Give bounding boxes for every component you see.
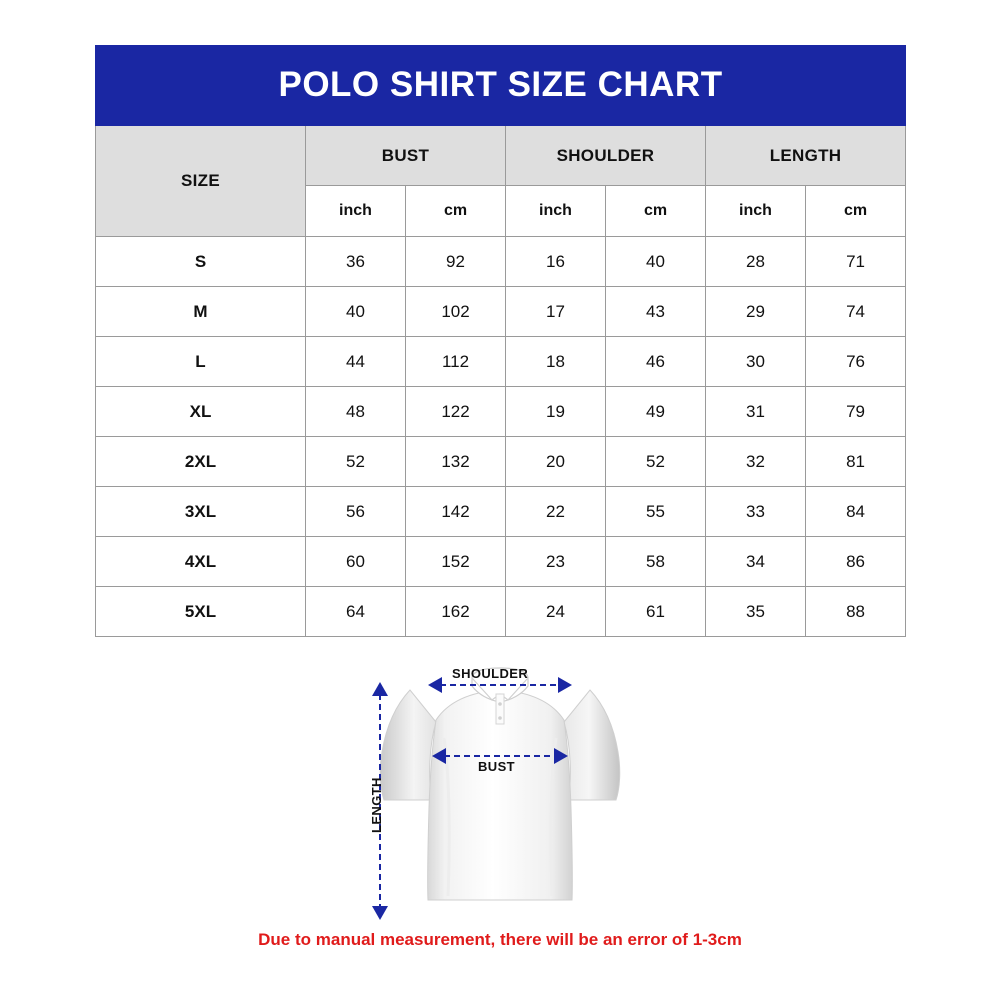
cell-bust-cm: 152 — [406, 537, 506, 587]
cell-shoulder-cm: 49 — [606, 387, 706, 437]
size-chart-table — [95, 45, 906, 637]
size-chart-container — [95, 45, 905, 637]
measurement-note: Due to manual measurement, there will be an error of 1-3cm — [258, 930, 742, 949]
group-header-row — [96, 126, 906, 186]
cell-size: L — [96, 337, 306, 387]
cell-shoulder-cm: 55 — [606, 487, 706, 537]
shirt-illustration — [380, 668, 619, 900]
cell-shoulder-inch: 17 — [506, 287, 606, 337]
table-row — [96, 537, 906, 587]
cell-length-inch: 30 — [706, 337, 806, 387]
cell-shoulder-inch: 23 — [506, 537, 606, 587]
cell-shoulder-cm: 52 — [606, 437, 706, 487]
cell-bust-inch: 52 — [306, 437, 406, 487]
unit-bust-cm: cm — [406, 186, 506, 237]
label-shoulder: SHOULDER — [452, 666, 529, 681]
cell-shoulder-inch: 19 — [506, 387, 606, 437]
cell-bust-inch: 64 — [306, 587, 406, 637]
cell-bust-inch: 60 — [306, 537, 406, 587]
cell-length-cm: 88 — [806, 587, 906, 637]
cell-bust-inch: 44 — [306, 337, 406, 387]
cell-bust-inch: 48 — [306, 387, 406, 437]
cell-size: M — [96, 287, 306, 337]
cell-bust-cm: 92 — [406, 237, 506, 287]
cell-shoulder-cm: 43 — [606, 287, 706, 337]
table-row — [96, 487, 906, 537]
cell-size: 2XL — [96, 437, 306, 487]
cell-length-cm: 81 — [806, 437, 906, 487]
column-header-length: LENGTH — [706, 126, 906, 186]
table-row — [96, 387, 906, 437]
label-bust: BUST — [478, 759, 515, 774]
chart-title: POLO SHIRT SIZE CHART — [96, 46, 906, 126]
cell-bust-inch: 56 — [306, 487, 406, 537]
cell-shoulder-cm: 61 — [606, 587, 706, 637]
cell-length-cm: 76 — [806, 337, 906, 387]
cell-size: 4XL — [96, 537, 306, 587]
unit-bust-inch: inch — [306, 186, 406, 237]
unit-shoulder-cm: cm — [606, 186, 706, 237]
cell-bust-cm: 122 — [406, 387, 506, 437]
unit-shoulder-inch: inch — [506, 186, 606, 237]
cell-shoulder-inch: 16 — [506, 237, 606, 287]
column-header-bust: BUST — [306, 126, 506, 186]
table-row — [96, 287, 906, 337]
cell-bust-inch: 40 — [306, 287, 406, 337]
cell-bust-cm: 142 — [406, 487, 506, 537]
cell-length-inch: 34 — [706, 537, 806, 587]
cell-bust-cm: 112 — [406, 337, 506, 387]
cell-bust-cm: 162 — [406, 587, 506, 637]
cell-length-cm: 74 — [806, 287, 906, 337]
cell-length-inch: 35 — [706, 587, 806, 637]
cell-shoulder-cm: 40 — [606, 237, 706, 287]
cell-shoulder-cm: 46 — [606, 337, 706, 387]
column-header-shoulder: SHOULDER — [506, 126, 706, 186]
cell-shoulder-inch: 24 — [506, 587, 606, 637]
cell-bust-inch: 36 — [306, 237, 406, 287]
cell-length-cm: 79 — [806, 387, 906, 437]
table-row — [96, 337, 906, 387]
label-length: LENGTH — [369, 777, 384, 833]
column-header-size: SIZE — [96, 126, 306, 237]
cell-length-inch: 29 — [706, 287, 806, 337]
cell-bust-cm: 132 — [406, 437, 506, 487]
cell-length-cm: 86 — [806, 537, 906, 587]
cell-bust-cm: 102 — [406, 287, 506, 337]
cell-length-inch: 31 — [706, 387, 806, 437]
cell-length-cm: 71 — [806, 237, 906, 287]
measurement-diagram — [0, 628, 1000, 938]
cell-length-cm: 84 — [806, 487, 906, 537]
cell-shoulder-inch: 22 — [506, 487, 606, 537]
unit-length-inch: inch — [706, 186, 806, 237]
cell-size: S — [96, 237, 306, 287]
cell-size: XL — [96, 387, 306, 437]
title-row — [96, 46, 906, 126]
table-row — [96, 237, 906, 287]
cell-length-inch: 28 — [706, 237, 806, 287]
cell-length-inch: 33 — [706, 487, 806, 537]
table-row — [96, 437, 906, 487]
cell-length-inch: 32 — [706, 437, 806, 487]
unit-length-cm: cm — [806, 186, 906, 237]
cell-size: 3XL — [96, 487, 306, 537]
cell-shoulder-inch: 20 — [506, 437, 606, 487]
cell-shoulder-inch: 18 — [506, 337, 606, 387]
cell-shoulder-cm: 58 — [606, 537, 706, 587]
cell-size: 5XL — [96, 587, 306, 637]
